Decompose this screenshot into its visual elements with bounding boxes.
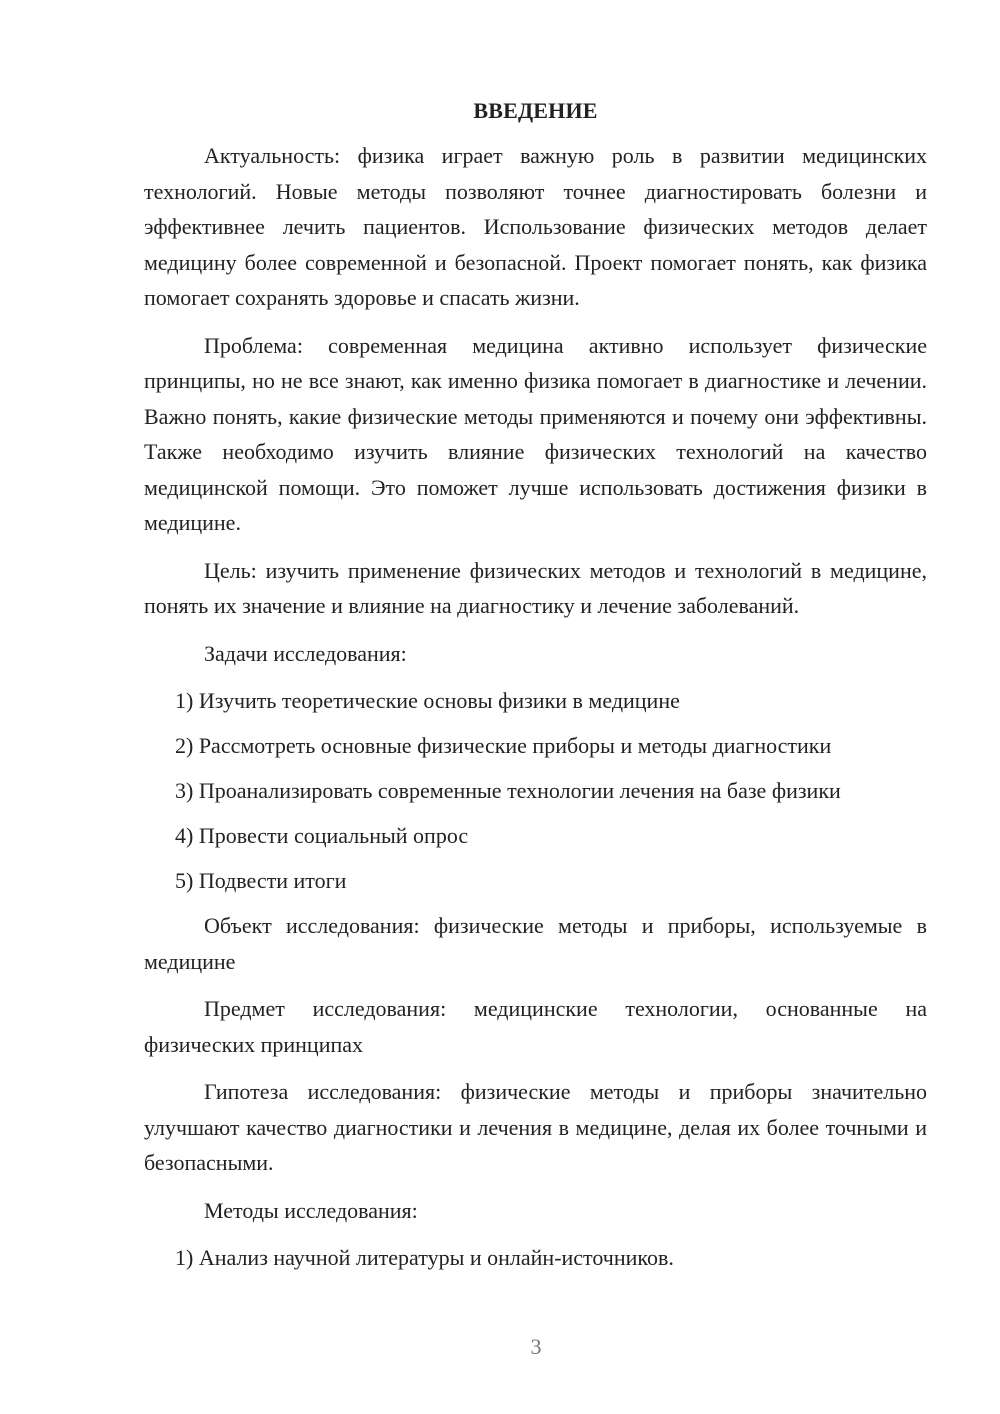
relevance-paragraph: Актуальность: физика играет важную роль в развитии медицинских технологий. Новые методы позволяют точнее диагностировать болезни и эффективнее лечить пациентов. Использование физических методов делает медицину более современной и безопасной. Проект помогает понять, как физика помогает сохранять здоровье и спасать жизни.	[144, 143, 927, 310]
tasks-label: Задачи исследования:	[204, 640, 407, 666]
subject-paragraph: Предмет исследования: медицинские технологии, основанные на физических принципах	[144, 996, 927, 1057]
task-item: 2) Рассмотреть основные физические приборы и методы диагностики	[175, 733, 832, 758]
methods-label: Методы исследования:	[204, 1197, 418, 1223]
task-item: 5) Подвести итоги	[175, 868, 347, 893]
task-item: 1) Изучить теоретические основы физики в медицине	[175, 688, 680, 713]
goal-paragraph: Цель: изучить применение физических методов и технологий в медицине, понять их значение и влияние на диагностику и лечение заболеваний.	[144, 557, 927, 618]
object-paragraph: Объект исследования: физические методы и приборы, используемые в медицине	[144, 913, 927, 974]
problem-paragraph: Проблема: современная медицина активно использует физические принципы, но не все знают, как именно физика помогает в диагностике и лечении. Важно понять, какие физические методы применяются и почему они эффективны. Также необходимо изучить влияние физических технологий на качество медицинской помощи. Это поможет лучше использовать достижения физики в медицине.	[144, 332, 927, 535]
task-item: 4) Провести социальный опрос	[175, 823, 469, 848]
methods-list	[144, 1240, 927, 1276]
task-item: 3) Проанализировать современные технологии лечения на базе физики	[175, 778, 841, 803]
section-title: ВВЕДЕНИЕ	[473, 98, 598, 123]
tasks-list	[144, 683, 927, 899]
page-number: 3	[530, 1334, 542, 1359]
method-item: 1) Анализ научной литературы и онлайн-источников.	[175, 1245, 674, 1270]
hypothesis-paragraph: Гипотеза исследования: физические методы и приборы значительно улучшают качество диагностики и лечения в медицине, делая их более точными и безопасными.	[144, 1079, 927, 1175]
page-content	[144, 96, 927, 1285]
